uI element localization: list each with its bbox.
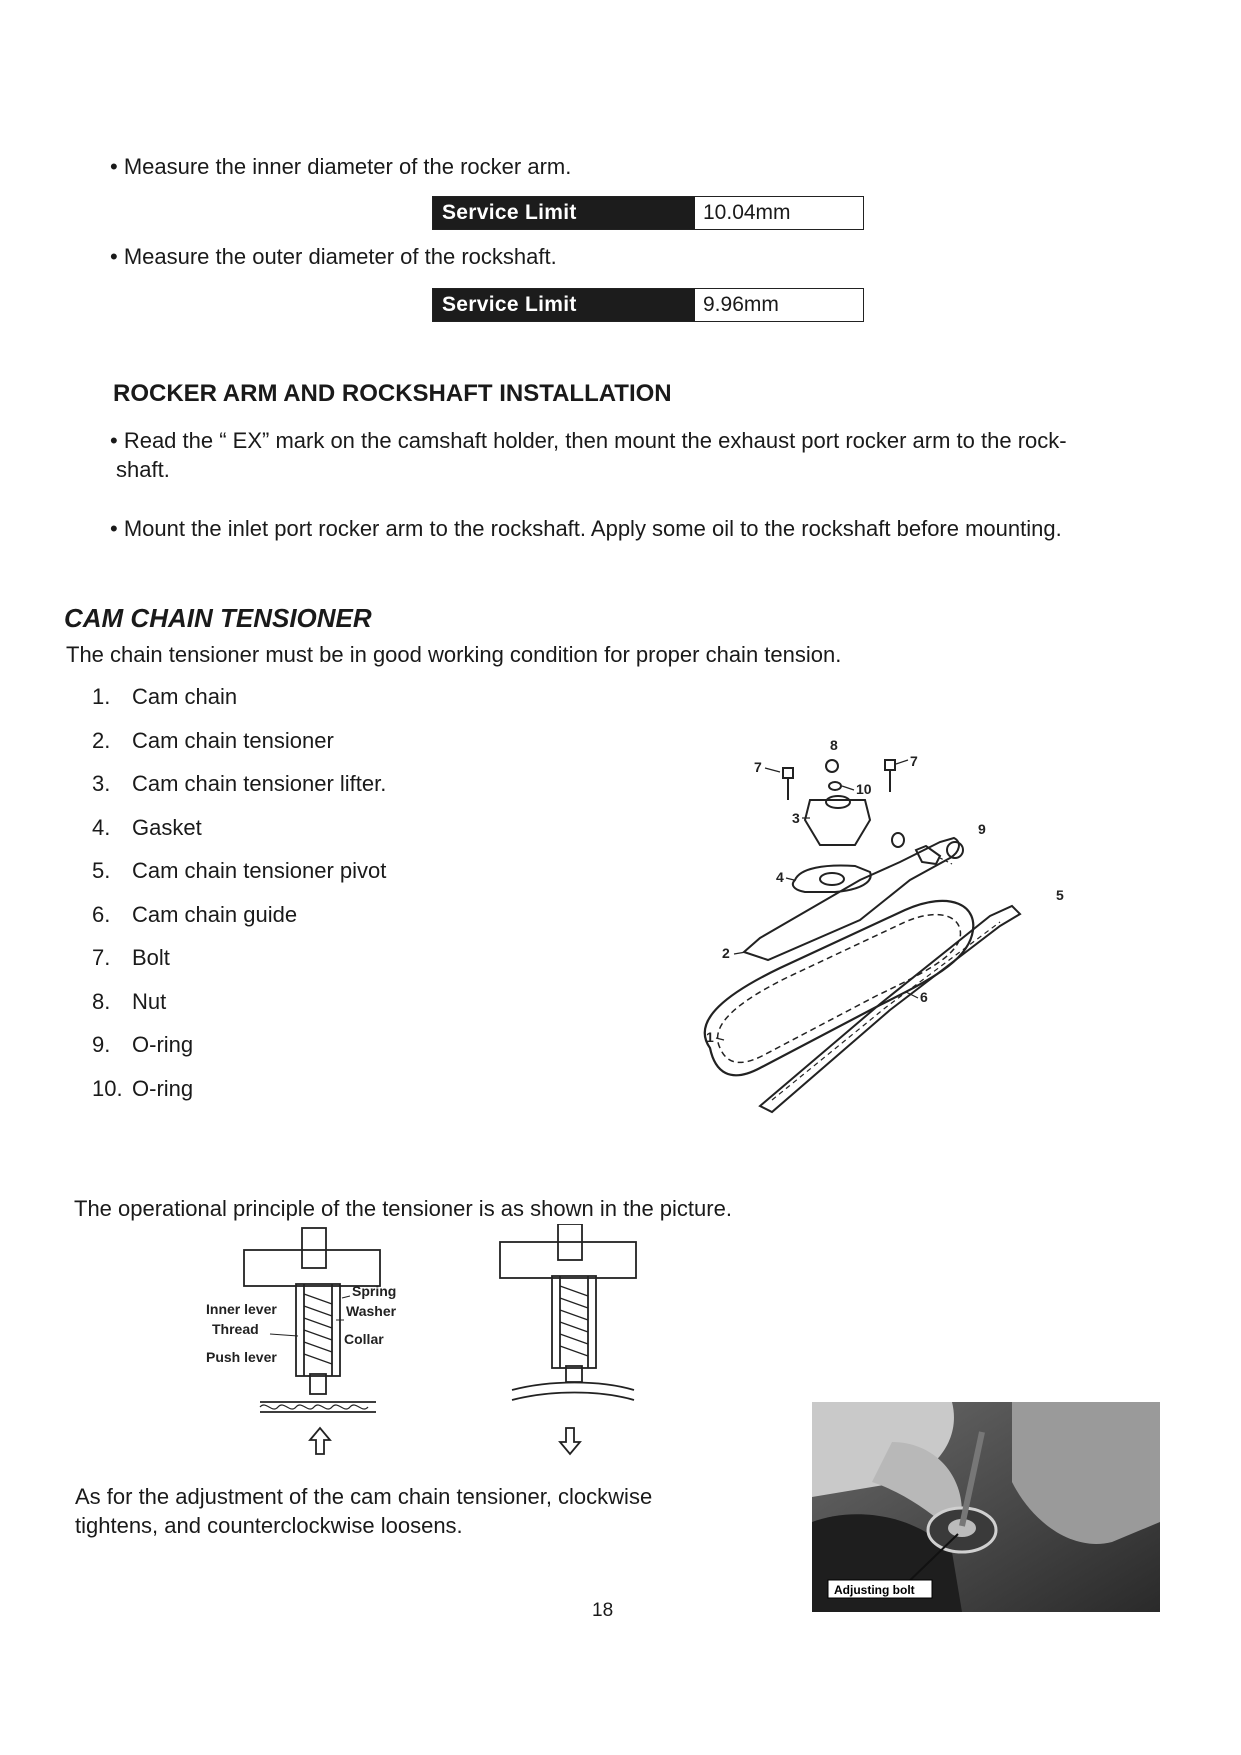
measure-outer-diameter-text: • Measure the outer diameter of the rockshaft.	[110, 244, 557, 269]
installation-heading: ROCKER ARM AND ROCKSHAFT INSTALLATION	[113, 380, 672, 407]
service-limit-value: 10.04mm	[695, 197, 863, 229]
diagram-label: 3	[792, 810, 800, 826]
label-collar: Collar	[344, 1331, 384, 1347]
adjustment-text-line-2: tightens, and counterclockwise loosens.	[75, 1513, 463, 1538]
item-name: Cam chain guide	[132, 901, 298, 927]
list-item	[92, 1030, 386, 1074]
item-name: Cam chain	[132, 684, 238, 709]
diagram-label: 7	[910, 753, 918, 769]
list-item	[92, 900, 386, 944]
service-limit-value: 9.96mm	[695, 289, 863, 321]
diagram-label: 5	[1056, 887, 1064, 903]
item-name: Nut	[132, 988, 167, 1014]
item-number: 8.	[92, 988, 111, 1014]
adjustment-text-line-1: As for the adjustment of the cam chain tensioner, clockwise	[75, 1484, 653, 1509]
item-number: 10.	[92, 1075, 123, 1101]
item-number: 3.	[92, 771, 111, 796]
diagram-label: 4	[776, 869, 784, 885]
list-item	[92, 726, 386, 770]
diagram-label: 1	[706, 1029, 714, 1045]
diagram-label: 2	[722, 945, 730, 961]
item-name: O-ring	[132, 1032, 194, 1057]
install-step-2: • Mount the inlet port rocker arm to the rockshaft. Apply some oil to the rockshaft before mounting.	[110, 516, 1062, 541]
item-name: O-ring	[132, 1075, 194, 1101]
item-number: 5.	[92, 858, 111, 883]
item-number: 7.	[92, 945, 111, 970]
diagram-label: 10	[856, 781, 872, 797]
label-thread: Thread	[212, 1321, 259, 1337]
label-push-lever: Push lever	[206, 1349, 277, 1365]
tensioner-heading: CAM CHAIN TENSIONER	[64, 603, 372, 633]
label-washer: Washer	[346, 1303, 397, 1319]
diagram-label: 6	[920, 989, 928, 1005]
item-name: Cam chain tensioner	[132, 727, 334, 753]
list-item	[92, 1074, 386, 1118]
label-inner-lever: Inner lever	[206, 1301, 277, 1317]
item-number: 2.	[92, 727, 111, 753]
list-item	[92, 769, 386, 813]
tensioner-exploded-diagram	[660, 730, 1100, 1130]
item-name: Cam chain tensioner pivot	[132, 858, 387, 883]
item-number: 4.	[92, 814, 111, 840]
service-limit-label: Service Limit	[433, 197, 695, 229]
diagram-label: 9	[978, 821, 986, 837]
list-item	[92, 943, 386, 987]
service-limit-label: Service Limit	[433, 289, 695, 321]
page-number: 18	[592, 1600, 614, 1621]
item-name: Gasket	[132, 814, 202, 840]
list-item	[92, 682, 386, 726]
measure-inner-diameter-text: • Measure the inner diameter of the rocker arm.	[110, 154, 572, 179]
photo-caption: Adjusting bolt	[834, 1583, 915, 1597]
principle-text: The operational principle of the tensioner is as shown in the picture.	[74, 1196, 732, 1221]
adjusting-bolt-photo	[812, 1402, 1160, 1612]
item-name: Cam chain tensioner lifter.	[132, 771, 387, 796]
item-number: 9.	[92, 1032, 111, 1057]
item-name: Bolt	[132, 945, 170, 970]
install-step-1-line-1: • Read the “ EX” mark on the camshaft holder, then mount the exhaust port rocker arm to the rock-	[110, 428, 1067, 453]
service-limit-table-2	[432, 288, 864, 322]
diagram-label: 7	[754, 759, 762, 775]
label-spring: Spring	[352, 1283, 397, 1299]
item-number: 1.	[92, 684, 111, 709]
operational-principle-diagram	[200, 1224, 680, 1464]
list-item	[92, 987, 386, 1031]
item-number: 6.	[92, 901, 111, 927]
list-item	[92, 813, 386, 857]
list-item	[92, 856, 386, 900]
service-limit-table-1	[432, 196, 864, 230]
diagram-label: 8	[830, 737, 838, 753]
install-step-1-line-2: shaft.	[116, 457, 170, 482]
tensioner-intro: The chain tensioner must be in good working condition for proper chain tension.	[66, 642, 842, 667]
parts-list	[92, 682, 386, 1117]
